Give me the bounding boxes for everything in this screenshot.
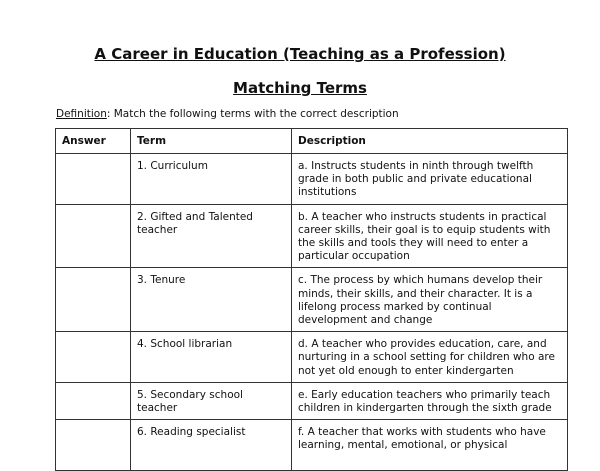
description-cell: c. The process by which humans develop their minds, their skills, and their character. It is a lifelong process marked by continual development and change <box>292 268 568 332</box>
table-row <box>56 332 568 383</box>
definition-text: : Match the following terms with the correct description <box>106 108 399 120</box>
table-row <box>56 382 568 419</box>
table-row <box>56 204 568 268</box>
description-cell: f. A teacher that works with students who have learning, mental, emotional, or physical <box>292 420 568 471</box>
term-cell: 2. Gifted and Talented teacher <box>131 204 292 268</box>
definition-label: Definition <box>56 108 107 120</box>
term-cell: 5. Secondary school teacher <box>131 382 292 419</box>
page-subtitle: Matching Terms <box>233 79 367 97</box>
term-cell: 6. Reading specialist <box>131 420 292 471</box>
matching-table <box>55 128 568 471</box>
description-cell: e. Early education teachers who primarily teach children in kindergarten through the sixth grade <box>292 382 568 419</box>
page-title: A Career in Education (Teaching as a Profession) <box>94 45 506 63</box>
description-cell: d. A teacher who provides education, care, and nurturing in a school setting for children who are not yet old enough to enter kindergarten <box>292 332 568 383</box>
description-cell: a. Instructs students in ninth through twelfth grade in both public and private educational institutions <box>292 154 568 205</box>
table-row <box>56 154 568 205</box>
instructions <box>56 108 399 120</box>
answer-cell[interactable] <box>56 382 131 419</box>
answer-cell[interactable] <box>56 204 131 268</box>
answer-cell[interactable] <box>56 420 131 471</box>
description-cell: b. A teacher who instructs students in practical career skills, their goal is to equip students with the skills and tools they will need to enter a particular occupation <box>292 204 568 268</box>
answer-cell[interactable] <box>56 268 131 332</box>
term-cell: 4. School librarian <box>131 332 292 383</box>
description-column-header: Description <box>292 129 568 154</box>
answer-cell[interactable] <box>56 154 131 205</box>
table-row <box>56 268 568 332</box>
answer-column-header: Answer <box>56 129 131 154</box>
answer-cell[interactable] <box>56 332 131 383</box>
term-cell: 1. Curriculum <box>131 154 292 205</box>
table-header-row <box>56 129 568 154</box>
term-cell: 3. Tenure <box>131 268 292 332</box>
table-row <box>56 420 568 471</box>
term-column-header: Term <box>131 129 292 154</box>
